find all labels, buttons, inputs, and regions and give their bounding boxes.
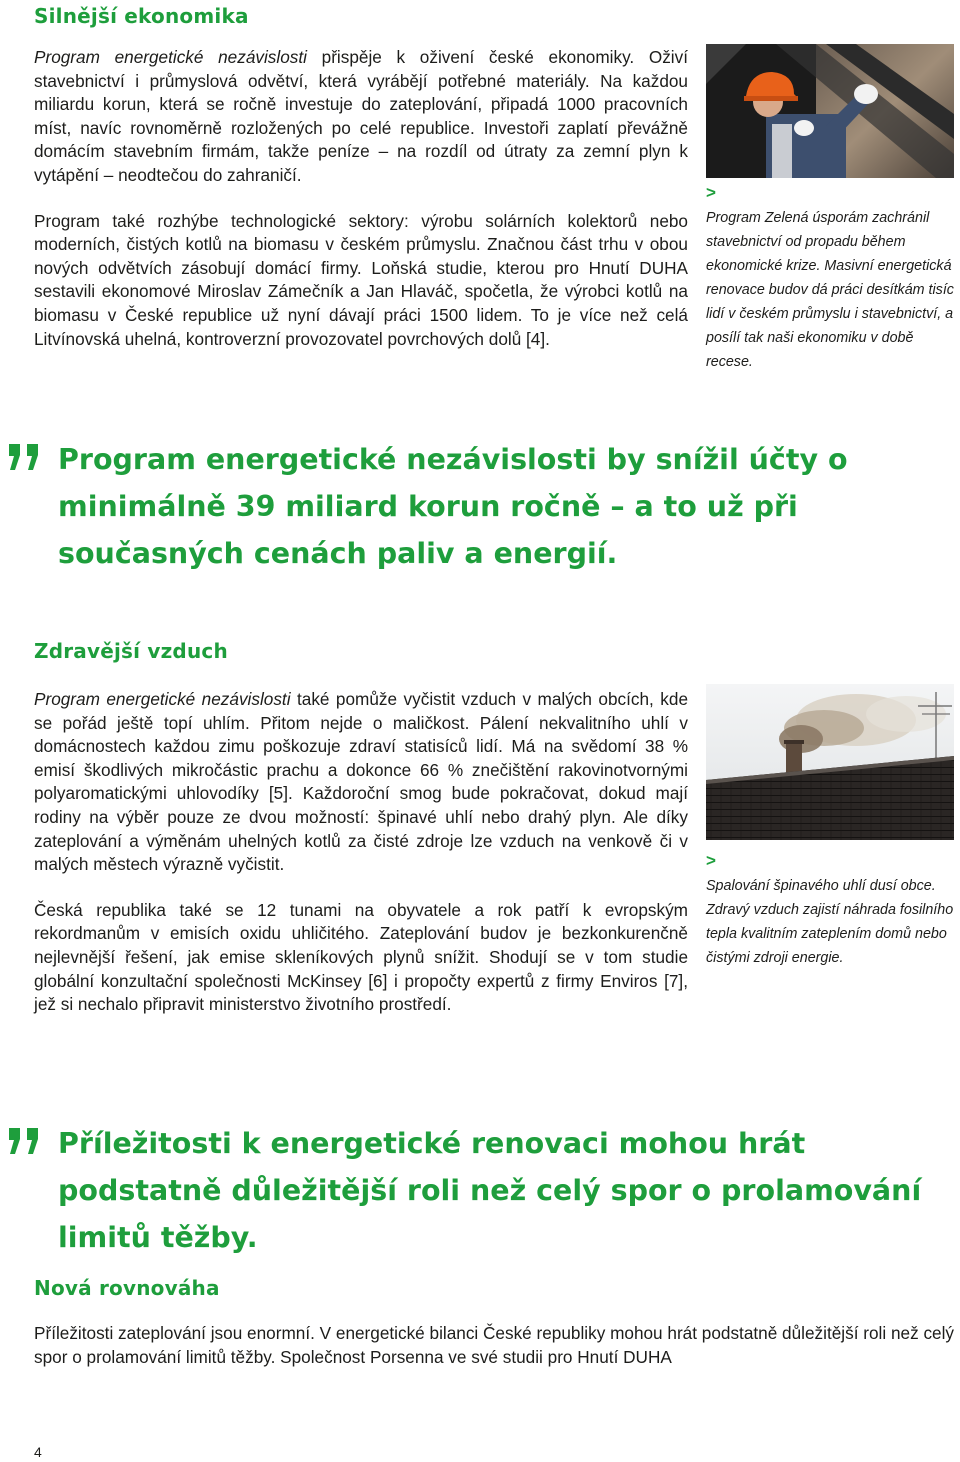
section-heading-balance: Nová rovnováha xyxy=(34,1276,220,1300)
program-name: Program energetické nezávislosti xyxy=(34,689,291,709)
air-body xyxy=(34,688,688,1039)
quote-mark-icon xyxy=(6,1128,46,1156)
quote-mark-icon xyxy=(6,444,46,472)
construction-worker-photo xyxy=(706,44,954,178)
balance-body xyxy=(34,1322,954,1391)
roof-chimney-smoke-photo xyxy=(706,684,954,840)
section-heading-air: Zdravější vzduch xyxy=(34,639,228,663)
caption-marker: > xyxy=(706,851,716,870)
economy-body xyxy=(34,46,688,373)
economy-sidebar xyxy=(706,44,954,374)
economy-paragraph-1: Program energetické nezávislosti přispěje k oživení české ekonomiky. Oživí stavebnictví i průmyslová odvětví, která vyrábějí potřebné materiály. Na každou miliardu korun, která se ročně investuje do zateplování, připadá 1000 pracovních míst, navíc rovnoměrně rozložených po celé republice. Investoři zaplatí převážně domácím stavebním firmám, takže peníze – na rozdíl od útraty za zemní plyn k vytápění – neodtečou do zahraničí. xyxy=(34,47,688,185)
economy-photo-caption: > Program Zelená úsporám zachránil stavebnictví od propadu během ekonomické krize. Masivní energetická renovace budov dá práci desítkám tisíc lidí v českém průmyslu i stavebnictví, a posílí tak naši ekonomiku v době recese. xyxy=(706,183,954,370)
air-paragraph-1: Program energetické nezávislosti také pomůže vyčistit vzduch v malých obcích, kde se pořád ještě topí uhlím. Přitom nejde o maličkost. Pálení nekvalitního uhlí v domácnostech každou zimu poškozuje zdraví statisíců lidí. Má na svědomí 38 % emisí škodlivých mikročástic prachu a dokonce 66 % znečištění rakovinotvornými polyaromatickými uhlovodíky [5]. Každoroční smog bude pokračovat, dokud mají rodiny na výběr pouze ze dvou možností: špinavé uhlí nebo drahý plyn. Ale díky zateplování a výměnám uhelných kotlů za čisté zdroje lze vzduch na venkově či v malých městech výrazně vyčistit. xyxy=(34,689,688,875)
air-photo-caption: > Spalování špinavého uhlí dusí obce. Zdravý vzduch zajistí náhrada fosilního tepla kvalitním zateplením domů nebo čistými zdroji energie. xyxy=(706,851,954,966)
air-paragraph-2: Česká republika také se 12 tunami na obyvatele a rok patří k evropským rekordmanům v emisích oxidu uhličitého. Zateplování budov je bezkonkurenčně nejlevnější řešení, jak emise skleníkových plynů snížit. Shodují se v tom studie globální konzultační společnosti McKinsey [6] i propočty expertů z firmy Enviros [7], jež si nechalo připravit ministerstvo životního prostředí. xyxy=(34,899,688,1015)
pull-quote-2-text: Příležitosti k energetické renovaci mohou hrát podstatně důležitější roli než celý spor o prolamování limitů těžby. xyxy=(58,1127,922,1254)
program-name: Program energetické nezávislosti xyxy=(34,47,307,67)
page-number: 4 xyxy=(34,1444,42,1460)
section-heading-economy: Silnější ekonomika xyxy=(34,4,249,28)
air-sidebar xyxy=(706,684,954,970)
pull-quote-1-text: Program energetické nezávislosti by snížil účty o minimálně 39 miliard korun ročně – a to už při současných cenách paliv a energií. xyxy=(58,443,848,570)
economy-paragraph-2: Program také rozhýbe technologické sektory: výrobu solárních kolektorů nebo moderních, čistých kotlů na biomasu v českém průmyslu. Značnou část trhu v obou nových odvětvích zásobují domácí firmy. Loňská studie, kterou pro Hnutí DUHA sestavili ekonomové Miroslav Zámečník a Jan Hlaváč, spočetla, že výrobci kotlů na biomasu v České republice už nyní dávají práci 1500 lidem. To je více než celá Litvínovská uhelná, kontroverzní provozovatel povrchových dolů [4]. xyxy=(34,210,688,349)
balance-paragraph-1: Příležitosti zateplování jsou enormní. V energetické bilanci České republiky mohou hrát podstatně důležitější roli než celý spor o prolamování limitů těžby. Společnost Porsenna ve své studii pro Hnutí DUHA xyxy=(34,1323,955,1367)
caption-marker: > xyxy=(706,183,716,202)
